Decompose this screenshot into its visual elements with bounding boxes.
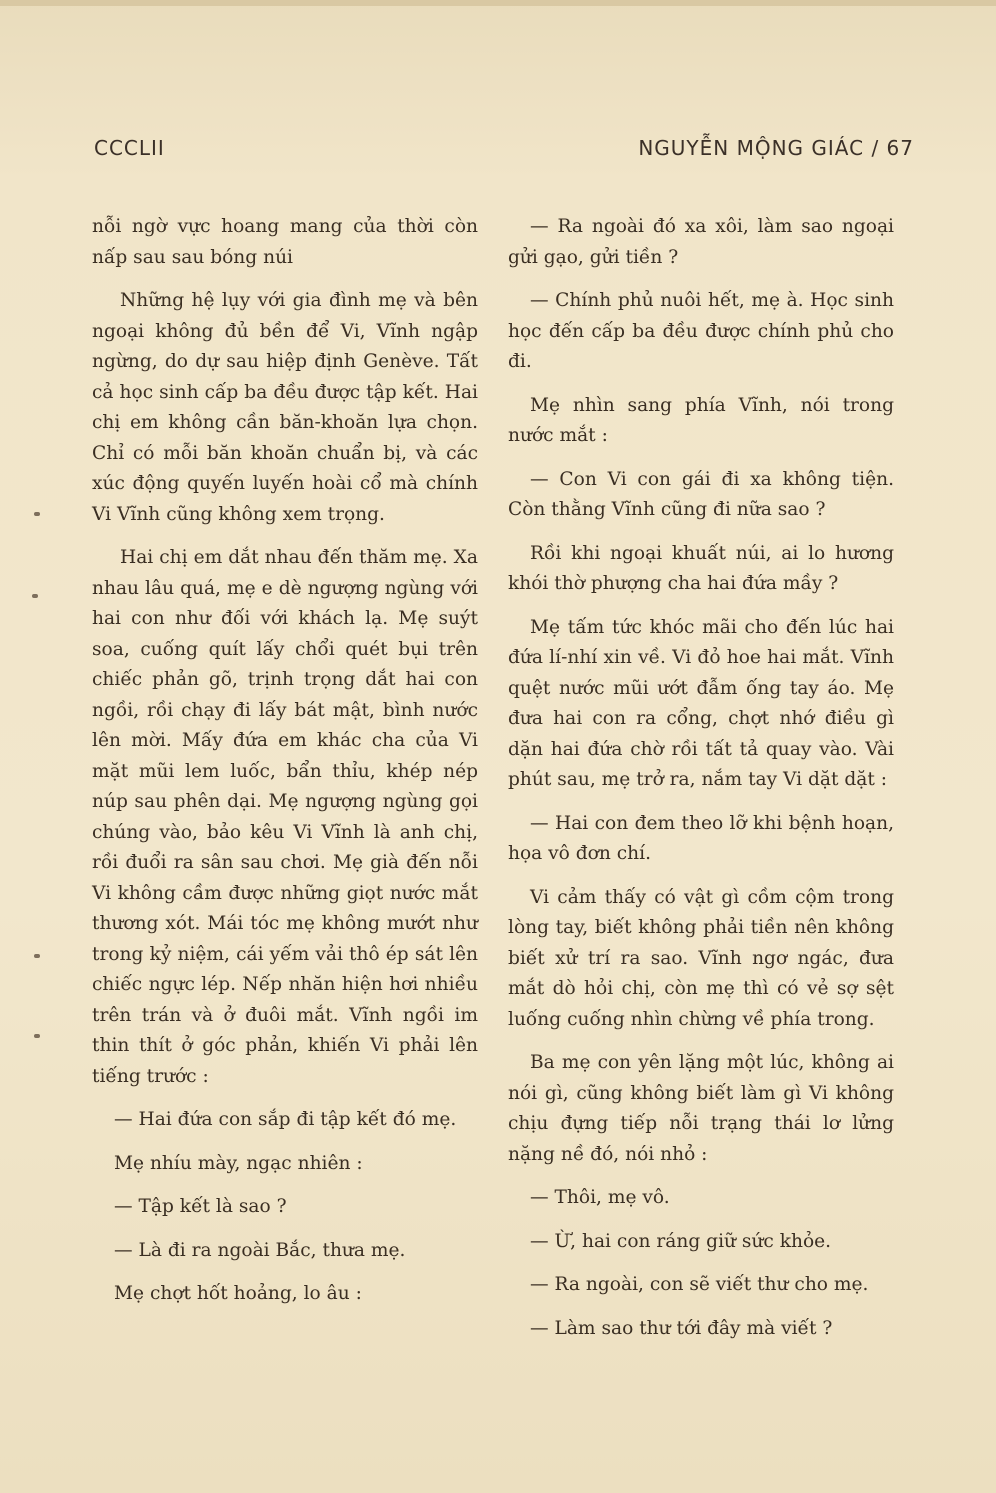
paragraph: — Ừ, hai con ráng giữ sức khỏe. bbox=[530, 1230, 832, 1252]
page-header bbox=[94, 136, 914, 166]
paragraph: — Tập kết là sao ? bbox=[114, 1196, 287, 1217]
paragraph: — Con Vi con gái đi xa không tiện. Còn thằng Vĩnh cũng đi nữa sao ? bbox=[508, 468, 894, 520]
paragraph: — Chính phủ nuôi hết, mẹ à. Học sinh học đến cấp ba đều được chính phủ cho đi. bbox=[508, 290, 894, 372]
paragraph: Mẹ chợt hốt hoảng, lo âu : bbox=[114, 1283, 362, 1304]
paragraph: — Hai con đem theo lỡ khi bệnh hoạn, họa vô đơn chí. bbox=[508, 812, 894, 864]
paragraph: — Hai đứa con sắp đi tập kết đó mẹ. bbox=[114, 1109, 457, 1130]
margin-mark bbox=[34, 1034, 40, 1038]
page-top-edge bbox=[0, 0, 996, 6]
text-column-left bbox=[92, 212, 478, 1323]
paragraph: Vi cảm thấy có vật gì cồm cộm trong lòng tay, biết không phải tiền nên không biết xử trí ra sao. Vĩnh ngơ ngác, đưa mắt dò hỏi chị, còn mẹ thì có vẻ sợ sệt luống cuống nhìn chừng về phía trong. bbox=[508, 886, 894, 1030]
running-head-author-page: NGUYỄN MỘNG GIÁC / 67 bbox=[638, 136, 914, 160]
paragraph: Mẹ nhíu mày, ngạc nhiên : bbox=[114, 1152, 363, 1174]
paragraph: Hai chị em dắt nhau đến thăm mẹ. Xa nhau lâu quá, mẹ e dè ngượng ngùng với hai con như đối với khách lạ. Mẹ suýt soa, cuống quít lấy chổi quét bụi trên chiếc phản gõ, trịnh trọng dắt hai con ngồi, rồi chạy đi lấy bát mật, bình nước lên mời. Mấy đứa em khác cha của Vi mặt mũi lem luốc, bẩn thỉu, khép nép núp sau phên dại. Mẹ ngượng ngùng gọi chúng vào, bảo kêu Vi Vĩnh là anh chị, rồi đuổi ra sân sau chơi. Mẹ già đến nỗi Vi không cầm được những giọt nước mắt thương xót. Mái tóc mẹ không mướt như trong kỷ niệm, cái yếm vải thô ép sát lên chiếc ngực lép. Nếp nhăn hiện hơi nhiều trên trán và ở đuôi mắt. Vĩnh ngồi im thin thít ở góc phản, khiến Vi phải lên tiếng trước : bbox=[92, 547, 478, 1087]
paragraph: Những hệ lụy với gia đình mẹ và bên ngoại không đủ bền để Vi, Vĩnh ngập ngừng, do dự sau hiệp định Genève. Tất cả học sinh cấp ba đều được tập kết. Hai chị em không cần băn-khoăn lựa chọn. Chỉ có mỗi băn khoăn chuẩn bị, và các xúc động quyến luyến hoài cổ mà chính Vi Vĩnh cũng không xem trọng. bbox=[92, 290, 478, 525]
paragraph: Mẹ nhìn sang phía Vĩnh, nói trong nước mắt : bbox=[508, 394, 894, 446]
paragraph: nỗi ngờ vực hoang mang của thời còn nấp sau sau bóng núi bbox=[92, 216, 478, 268]
margin-mark bbox=[32, 594, 38, 598]
paragraph: — Thôi, mẹ vô. bbox=[530, 1187, 670, 1208]
paragraph: — Ra ngoài, con sẽ viết thư cho mẹ. bbox=[530, 1274, 869, 1295]
paragraph: Mẹ tấm tức khóc mãi cho đến lúc hai đứa lí-nhí xin về. Vi đỏ hoe hai mắt. Vĩnh quệt nước mũi ướt đẫm ống tay áo. Mẹ đưa hai con ra cổng, chợt nhớ điều gì dặn hai đứa chờ rồi tất tả quay vào. Vài phút sau, mẹ trở ra, nắm tay Vi dặt dặt : bbox=[508, 616, 894, 790]
chapter-number: CCCLII bbox=[94, 136, 165, 160]
text-column-right bbox=[508, 212, 894, 1357]
paragraph: — Ra ngoài đó xa xôi, làm sao ngoại gửi gạo, gửi tiền ? bbox=[508, 216, 894, 268]
paragraph: — Làm sao thư tới đây mà viết ? bbox=[530, 1317, 833, 1339]
margin-mark bbox=[34, 954, 40, 958]
margin-mark bbox=[34, 512, 40, 516]
paragraph: Rồi khi ngoại khuất núi, ai lo hương khói thờ phượng cha hai đứa mầy ? bbox=[508, 542, 894, 594]
paragraph: — Là đi ra ngoài Bắc, thưa mẹ. bbox=[114, 1239, 406, 1261]
paragraph: Ba mẹ con yên lặng một lúc, không ai nói gì, cũng không biết làm gì Vi không chịu đựng tiếp nỗi trạng thái lơ lửng nặng nề đó, nói nhỏ : bbox=[508, 1052, 894, 1165]
